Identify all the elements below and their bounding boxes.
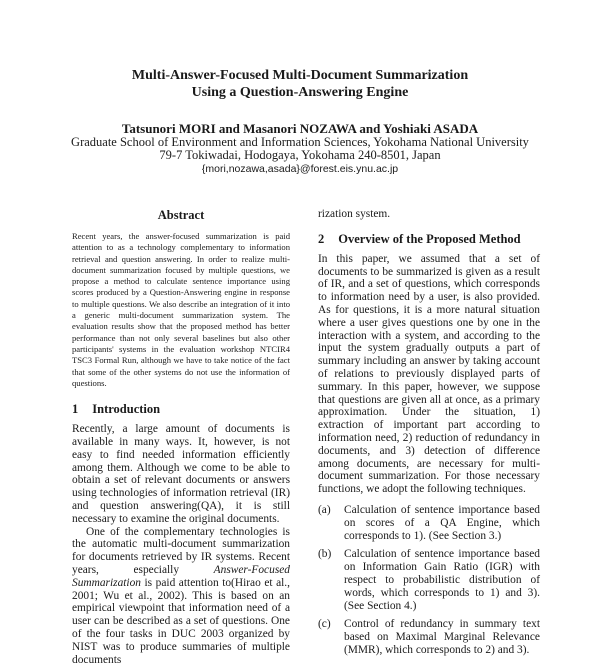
section-2-heading bbox=[318, 232, 540, 247]
author-names: Tatsunori MORI and Masanori NOZAWA and Yoshiaki ASADA bbox=[121, 121, 479, 136]
continuation-text: rization system. bbox=[318, 208, 391, 220]
overview-paragraph: In this paper, we assumed that a set of documents to be summarized is given as a result of IR, and a set of questions, which corresponds to information need by a user, is also provided. As for questions, it is a more natural situation where a user gives questions one by one in the interaction with a system, and according to the input the system gradually outputs a part of summary including an answer by taking account of relations to previously displayed parts of summary. In this paper, however, we suppose that questions are given all at once, as a primary approximation. Under the situation, 1) extraction of important part according to information need, 2) reduction of redundancy in documents, and 3) detection of difference among documents, are necessary for multi-document summarization. For those necessary functions, we adopt the following techniques. bbox=[318, 252, 540, 496]
paper-title bbox=[0, 67, 600, 101]
abstract-heading: Abstract bbox=[157, 208, 205, 222]
email: {mori,nozawa,asada}@forest.eis.ynu.ac.jp bbox=[201, 162, 399, 175]
section-1-heading bbox=[72, 402, 290, 417]
list-item-label: (a) bbox=[318, 503, 331, 516]
section-1-number: 1 bbox=[72, 402, 79, 417]
list-item-text: Control of redundancy in summary text based on Maximal Marginal Relevance (MMR), which corresponds to 2) and 3). bbox=[344, 618, 540, 656]
address: 79-7 Tokiwadai, Hodogaya, Yokohama 240-8501, Japan bbox=[159, 148, 441, 162]
list-item bbox=[318, 618, 540, 656]
section-2-title: Overview of the Proposed Method bbox=[338, 231, 521, 246]
answer-focused-term: Answer-Focused Summarization bbox=[72, 563, 290, 589]
abstract-text: Recent years, the answer-focused summarization is paid attention to as a technology complementary to information retrieval and question answering. In order to realize multi-document summarization focused by multiple questions, we propose a method to calculate sentence importance using scores produced by a Question-Answering engine in response to multiple questions. We also describe an integration of it into a generic multi-document summarization system. The evaluation results show that the proposed method has better performance than not only several baselines but also other participants' systems in the evaluation workshop NTCIR4 TSC3 Formal Run, although we have to take notice of the fact that some of the other systems do not use the information of questions. bbox=[72, 231, 290, 388]
list-item-text: Calculation of sentence importance based on scores of a QA Engine, which corresponds to 1). (See Section 3.) bbox=[344, 503, 540, 542]
author-block bbox=[0, 122, 600, 176]
section-2-number: 2 bbox=[318, 231, 325, 246]
section-1-title: Introduction bbox=[92, 402, 161, 417]
title-line-2: Using a Question-Answering Engine bbox=[191, 85, 409, 100]
list-item bbox=[318, 548, 540, 612]
list-item-label: (c) bbox=[318, 618, 331, 631]
affiliation: Graduate School of Environment and Information Sciences, Yokohama National University bbox=[71, 134, 529, 149]
left-column bbox=[72, 208, 290, 666]
right-column bbox=[318, 208, 540, 663]
intro-paragraph-2: One of the complementary technologies is the automatic multi-document summarization for documents retrieved by IR systems. Recent years, especially Answer-Focused Summarization is paid attention to(Hirao et al., 2001; Wu et al., 2002). This is based on an empirical viewpoint that information need of a user can be described as a set of questions. One of the four tasks in DUC 2003 organized by NIST was to produce summaries of multiple documents bbox=[72, 525, 290, 666]
list-item-text: Calculation of sentence importance based on Information Gain Ratio (IGR) with respect to probabilistic distribution of words, which corresponds to 1) and 3). (See Section 4.) bbox=[344, 548, 540, 612]
list-item bbox=[318, 504, 540, 542]
intro-paragraph-1: Recently, a large amount of documents is available in many ways. It, however, is not easy to find needed information efficiently among them. Although we come to be able to obtain a set of relevant documents or answers using technologies of information retrieval (IR) and question answering(QA), it is still necessary to examine the original documents. bbox=[72, 423, 290, 525]
list-item-label: (b) bbox=[318, 548, 332, 561]
title-line-1: Multi-Answer-Focused Multi-Document Summarization bbox=[131, 68, 469, 83]
